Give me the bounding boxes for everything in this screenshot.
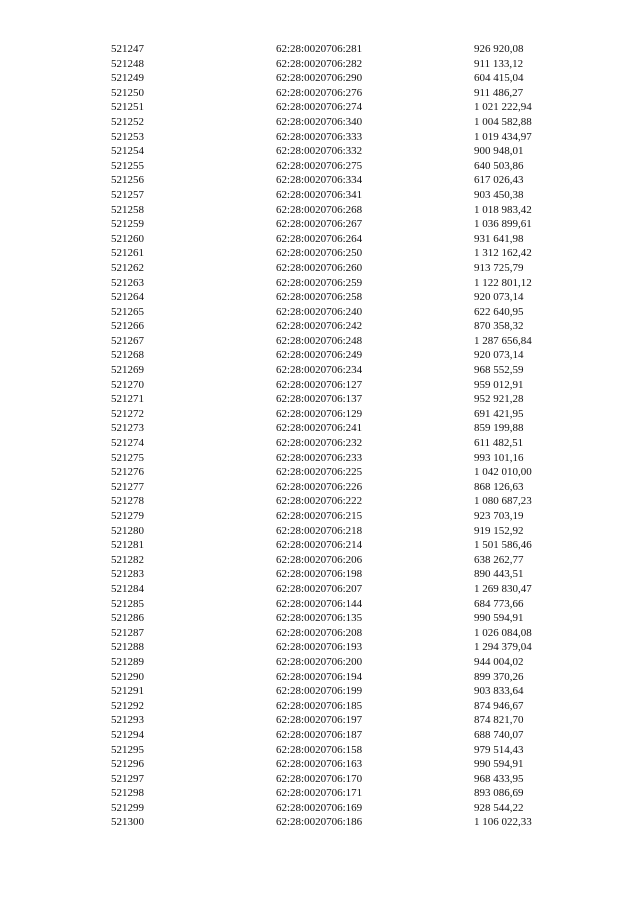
table-row xyxy=(0,553,640,568)
cadastral-value: 1 501 586,46 xyxy=(474,539,532,552)
cadastral-number: 62:28:0020706:129 xyxy=(276,407,363,420)
cadastral-number: 62:28:0020706:135 xyxy=(276,612,363,625)
table-row xyxy=(0,815,640,830)
row-number: 521255 xyxy=(111,159,144,172)
row-number: 521277 xyxy=(111,480,144,493)
row-number: 521289 xyxy=(111,655,144,668)
row-number: 521265 xyxy=(111,305,144,318)
cadastral-number: 62:28:0020706:200 xyxy=(276,655,363,668)
table-row xyxy=(0,86,640,101)
cadastral-number: 62:28:0020706:171 xyxy=(276,787,363,800)
cadastral-value: 903 450,38 xyxy=(474,188,524,201)
cadastral-number: 62:28:0020706:250 xyxy=(276,247,363,260)
row-number: 521256 xyxy=(111,174,144,187)
cadastral-value: 968 433,95 xyxy=(474,772,524,785)
cadastral-number: 62:28:0020706:137 xyxy=(276,393,363,406)
row-number: 521248 xyxy=(111,57,144,70)
cadastral-number: 62:28:0020706:199 xyxy=(276,685,363,698)
cadastral-number: 62:28:0020706:208 xyxy=(276,626,363,639)
cadastral-number: 62:28:0020706:144 xyxy=(276,597,363,610)
table-row xyxy=(0,538,640,553)
row-number: 521249 xyxy=(111,72,144,85)
table-row xyxy=(0,100,640,115)
table-row xyxy=(0,203,640,218)
cadastral-number: 62:28:0020706:218 xyxy=(276,524,363,537)
cadastral-value: 691 421,95 xyxy=(474,407,524,420)
cadastral-number: 62:28:0020706:333 xyxy=(276,130,363,143)
cadastral-value: 928 544,22 xyxy=(474,801,524,814)
cadastral-number: 62:28:0020706:170 xyxy=(276,772,363,785)
table-row xyxy=(0,407,640,422)
table-row xyxy=(0,392,640,407)
row-number: 521279 xyxy=(111,510,144,522)
row-number: 521283 xyxy=(111,568,144,581)
table-row xyxy=(0,640,640,655)
cadastral-value: 1 018 983,42 xyxy=(474,203,532,216)
table-row xyxy=(0,465,640,480)
row-number: 521269 xyxy=(111,364,144,377)
row-number: 521262 xyxy=(111,261,144,274)
table-row xyxy=(0,786,640,801)
cadastral-value: 640 503,86 xyxy=(474,159,524,172)
cadastral-number: 62:28:0020706:169 xyxy=(276,801,363,814)
row-number: 521266 xyxy=(111,320,144,333)
cadastral-number: 62:28:0020706:281 xyxy=(276,43,363,55)
cadastral-number: 62:28:0020706:127 xyxy=(276,378,363,391)
cadastral-number: 62:28:0020706:215 xyxy=(276,510,363,522)
table-row xyxy=(0,597,640,612)
cadastral-value: 1 036 899,61 xyxy=(474,218,532,231)
row-number: 521270 xyxy=(111,378,144,391)
row-number: 521290 xyxy=(111,670,144,683)
cadastral-number: 62:28:0020706:334 xyxy=(276,174,363,187)
cadastral-value: 859 199,88 xyxy=(474,422,524,435)
table-row xyxy=(0,713,640,728)
cadastral-value: 868 126,63 xyxy=(474,480,524,493)
table-row xyxy=(0,305,640,320)
table-row xyxy=(0,582,640,597)
cadastral-number: 62:28:0020706:222 xyxy=(276,495,363,508)
table-row xyxy=(0,363,640,378)
cadastral-value: 944 004,02 xyxy=(474,655,524,668)
cadastral-value: 1 106 022,33 xyxy=(474,816,532,829)
cadastral-value: 993 101,16 xyxy=(474,451,524,464)
table-row xyxy=(0,276,640,291)
cadastral-value: 919 152,92 xyxy=(474,524,524,537)
cadastral-number: 62:28:0020706:198 xyxy=(276,568,363,581)
cadastral-value: 903 833,64 xyxy=(474,685,524,698)
cadastral-number: 62:28:0020706:276 xyxy=(276,86,363,99)
row-number: 521259 xyxy=(111,218,144,231)
cadastral-value: 899 370,26 xyxy=(474,670,524,683)
row-number: 521292 xyxy=(111,699,144,712)
table-row xyxy=(0,348,640,363)
cadastral-number: 62:28:0020706:332 xyxy=(276,145,363,158)
cadastral-number: 62:28:0020706:275 xyxy=(276,159,363,172)
row-number: 521291 xyxy=(111,685,144,698)
cadastral-number: 62:28:0020706:163 xyxy=(276,758,363,771)
cadastral-value: 1 269 830,47 xyxy=(474,582,532,595)
cadastral-value: 1 004 582,88 xyxy=(474,115,532,128)
cadastral-value: 617 026,43 xyxy=(474,174,524,187)
cadastral-value: 604 415,04 xyxy=(474,72,524,85)
cadastral-number: 62:28:0020706:264 xyxy=(276,232,363,245)
cadastral-value: 638 262,77 xyxy=(474,553,524,566)
row-number: 521284 xyxy=(111,582,144,595)
table-row xyxy=(0,611,640,626)
table-row xyxy=(0,217,640,232)
row-number: 521282 xyxy=(111,553,144,566)
cadastral-value: 890 443,51 xyxy=(474,568,524,581)
cadastral-value: 611 482,51 xyxy=(474,437,524,450)
cadastral-value: 1 019 434,97 xyxy=(474,130,532,143)
row-number: 521251 xyxy=(111,101,144,114)
table-row xyxy=(0,130,640,145)
cadastral-number: 62:28:0020706:258 xyxy=(276,291,363,304)
cadastral-number: 62:28:0020706:232 xyxy=(276,437,363,450)
cadastral-value: 622 640,95 xyxy=(474,305,524,318)
cadastral-value: 931 641,98 xyxy=(474,232,524,245)
row-number: 521300 xyxy=(111,816,144,829)
row-number: 521272 xyxy=(111,407,144,420)
row-number: 521260 xyxy=(111,232,144,245)
cadastral-number: 62:28:0020706:233 xyxy=(276,451,363,464)
row-number: 521271 xyxy=(111,393,144,406)
table-row xyxy=(0,378,640,393)
cadastral-value: 874 946,67 xyxy=(474,699,524,712)
cadastral-value: 913 725,79 xyxy=(474,261,524,274)
cadastral-value: 874 821,70 xyxy=(474,714,524,727)
table-row xyxy=(0,290,640,305)
cadastral-value: 1 294 379,04 xyxy=(474,641,532,654)
cadastral-value: 1 042 010,00 xyxy=(474,466,532,479)
cadastral-value: 911 486,27 xyxy=(474,86,524,99)
table-row xyxy=(0,261,640,276)
cadastral-number: 62:28:0020706:260 xyxy=(276,261,363,274)
row-number: 521250 xyxy=(111,86,144,99)
table-row xyxy=(0,494,640,509)
cadastral-number: 62:28:0020706:241 xyxy=(276,422,363,435)
cadastral-value: 684 773,66 xyxy=(474,597,524,610)
row-number: 521295 xyxy=(111,743,144,756)
table-row xyxy=(0,115,640,130)
table-row xyxy=(0,801,640,816)
cadastral-number: 62:28:0020706:267 xyxy=(276,218,363,231)
cadastral-number: 62:28:0020706:194 xyxy=(276,670,363,683)
table-row xyxy=(0,57,640,72)
cadastral-number: 62:28:0020706:248 xyxy=(276,334,363,347)
cadastral-value: 1 021 222,94 xyxy=(474,101,532,114)
cadastral-number: 62:28:0020706:207 xyxy=(276,582,363,595)
cadastral-value: 1 026 084,08 xyxy=(474,626,532,639)
cadastral-number: 62:28:0020706:185 xyxy=(276,699,363,712)
cadastral-value: 990 594,91 xyxy=(474,758,524,771)
table-row xyxy=(0,436,640,451)
row-number: 521268 xyxy=(111,349,144,362)
cadastral-value: 990 594,91 xyxy=(474,612,524,625)
cadastral-number: 62:28:0020706:341 xyxy=(276,188,363,201)
table-row xyxy=(0,319,640,334)
table-row xyxy=(0,71,640,86)
row-number: 521281 xyxy=(111,539,144,552)
table-row xyxy=(0,480,640,495)
row-number: 521264 xyxy=(111,291,144,304)
table-row xyxy=(0,684,640,699)
cadastral-number: 62:28:0020706:187 xyxy=(276,728,363,741)
cadastral-number: 62:28:0020706:193 xyxy=(276,641,363,654)
cadastral-number: 62:28:0020706:249 xyxy=(276,349,363,362)
cadastral-value: 911 133,12 xyxy=(474,57,524,70)
table-row xyxy=(0,42,640,57)
cadastral-value: 926 920,08 xyxy=(474,43,524,55)
row-number: 521299 xyxy=(111,801,144,814)
row-number: 521296 xyxy=(111,758,144,771)
row-number: 521286 xyxy=(111,612,144,625)
cadastral-value: 1 122 801,12 xyxy=(474,276,532,289)
cadastral-value: 1 287 656,84 xyxy=(474,334,532,347)
cadastral-number: 62:28:0020706:186 xyxy=(276,816,363,829)
row-number: 521278 xyxy=(111,495,144,508)
row-number: 521293 xyxy=(111,714,144,727)
row-number: 521294 xyxy=(111,728,144,741)
table-row xyxy=(0,188,640,203)
table-row xyxy=(0,772,640,787)
row-number: 521253 xyxy=(111,130,144,143)
table-row xyxy=(0,757,640,772)
cadastral-value: 920 073,14 xyxy=(474,291,524,304)
cadastral-number: 62:28:0020706:206 xyxy=(276,553,363,566)
cadastral-number: 62:28:0020706:340 xyxy=(276,115,363,128)
cadastral-value: 952 921,28 xyxy=(474,393,524,406)
row-number: 521252 xyxy=(111,115,144,128)
table-row xyxy=(0,699,640,714)
row-number: 521273 xyxy=(111,422,144,435)
document-table xyxy=(0,42,640,830)
table-row xyxy=(0,728,640,743)
table-row xyxy=(0,334,640,349)
cadastral-number: 62:28:0020706:225 xyxy=(276,466,363,479)
table-row xyxy=(0,144,640,159)
cadastral-value: 920 073,14 xyxy=(474,349,524,362)
cadastral-number: 62:28:0020706:234 xyxy=(276,364,363,377)
table-row xyxy=(0,670,640,685)
cadastral-value: 979 514,43 xyxy=(474,743,524,756)
cadastral-value: 959 012,91 xyxy=(474,378,524,391)
table-row xyxy=(0,743,640,758)
table-row xyxy=(0,567,640,582)
cadastral-number: 62:28:0020706:240 xyxy=(276,305,363,318)
cadastral-number: 62:28:0020706:158 xyxy=(276,743,363,756)
table-row xyxy=(0,246,640,261)
row-number: 521297 xyxy=(111,772,144,785)
row-number: 521254 xyxy=(111,145,144,158)
cadastral-number: 62:28:0020706:282 xyxy=(276,57,363,70)
row-number: 521257 xyxy=(111,188,144,201)
cadastral-number: 62:28:0020706:268 xyxy=(276,203,363,216)
cadastral-number: 62:28:0020706:214 xyxy=(276,539,363,552)
cadastral-number: 62:28:0020706:242 xyxy=(276,320,363,333)
row-number: 521275 xyxy=(111,451,144,464)
row-number: 521298 xyxy=(111,787,144,800)
cadastral-value: 1 312 162,42 xyxy=(474,247,532,260)
table-row xyxy=(0,232,640,247)
table-row xyxy=(0,159,640,174)
table-row xyxy=(0,509,640,524)
row-number: 521280 xyxy=(111,524,144,537)
cadastral-number: 62:28:0020706:274 xyxy=(276,101,363,114)
row-number: 521267 xyxy=(111,334,144,347)
row-number: 521261 xyxy=(111,247,144,260)
row-number: 521288 xyxy=(111,641,144,654)
row-number: 521258 xyxy=(111,203,144,216)
row-number: 521263 xyxy=(111,276,144,289)
row-number: 521276 xyxy=(111,466,144,479)
cadastral-value: 893 086,69 xyxy=(474,787,524,800)
cadastral-number: 62:28:0020706:259 xyxy=(276,276,363,289)
cadastral-value: 900 948,01 xyxy=(474,145,524,158)
cadastral-number: 62:28:0020706:197 xyxy=(276,714,363,727)
row-number: 521247 xyxy=(111,43,144,55)
cadastral-value: 923 703,19 xyxy=(474,510,524,522)
cadastral-value: 870 358,32 xyxy=(474,320,524,333)
row-number: 521287 xyxy=(111,626,144,639)
table-row xyxy=(0,626,640,641)
cadastral-number: 62:28:0020706:226 xyxy=(276,480,363,493)
table-row xyxy=(0,524,640,539)
table-row xyxy=(0,655,640,670)
cadastral-value: 688 740,07 xyxy=(474,728,524,741)
table-row xyxy=(0,421,640,436)
cadastral-value: 1 080 687,23 xyxy=(474,495,532,508)
cadastral-number: 62:28:0020706:290 xyxy=(276,72,363,85)
row-number: 521274 xyxy=(111,437,144,450)
row-number: 521285 xyxy=(111,597,144,610)
cadastral-value: 968 552,59 xyxy=(474,364,524,377)
table-row xyxy=(0,451,640,466)
table-row xyxy=(0,173,640,188)
